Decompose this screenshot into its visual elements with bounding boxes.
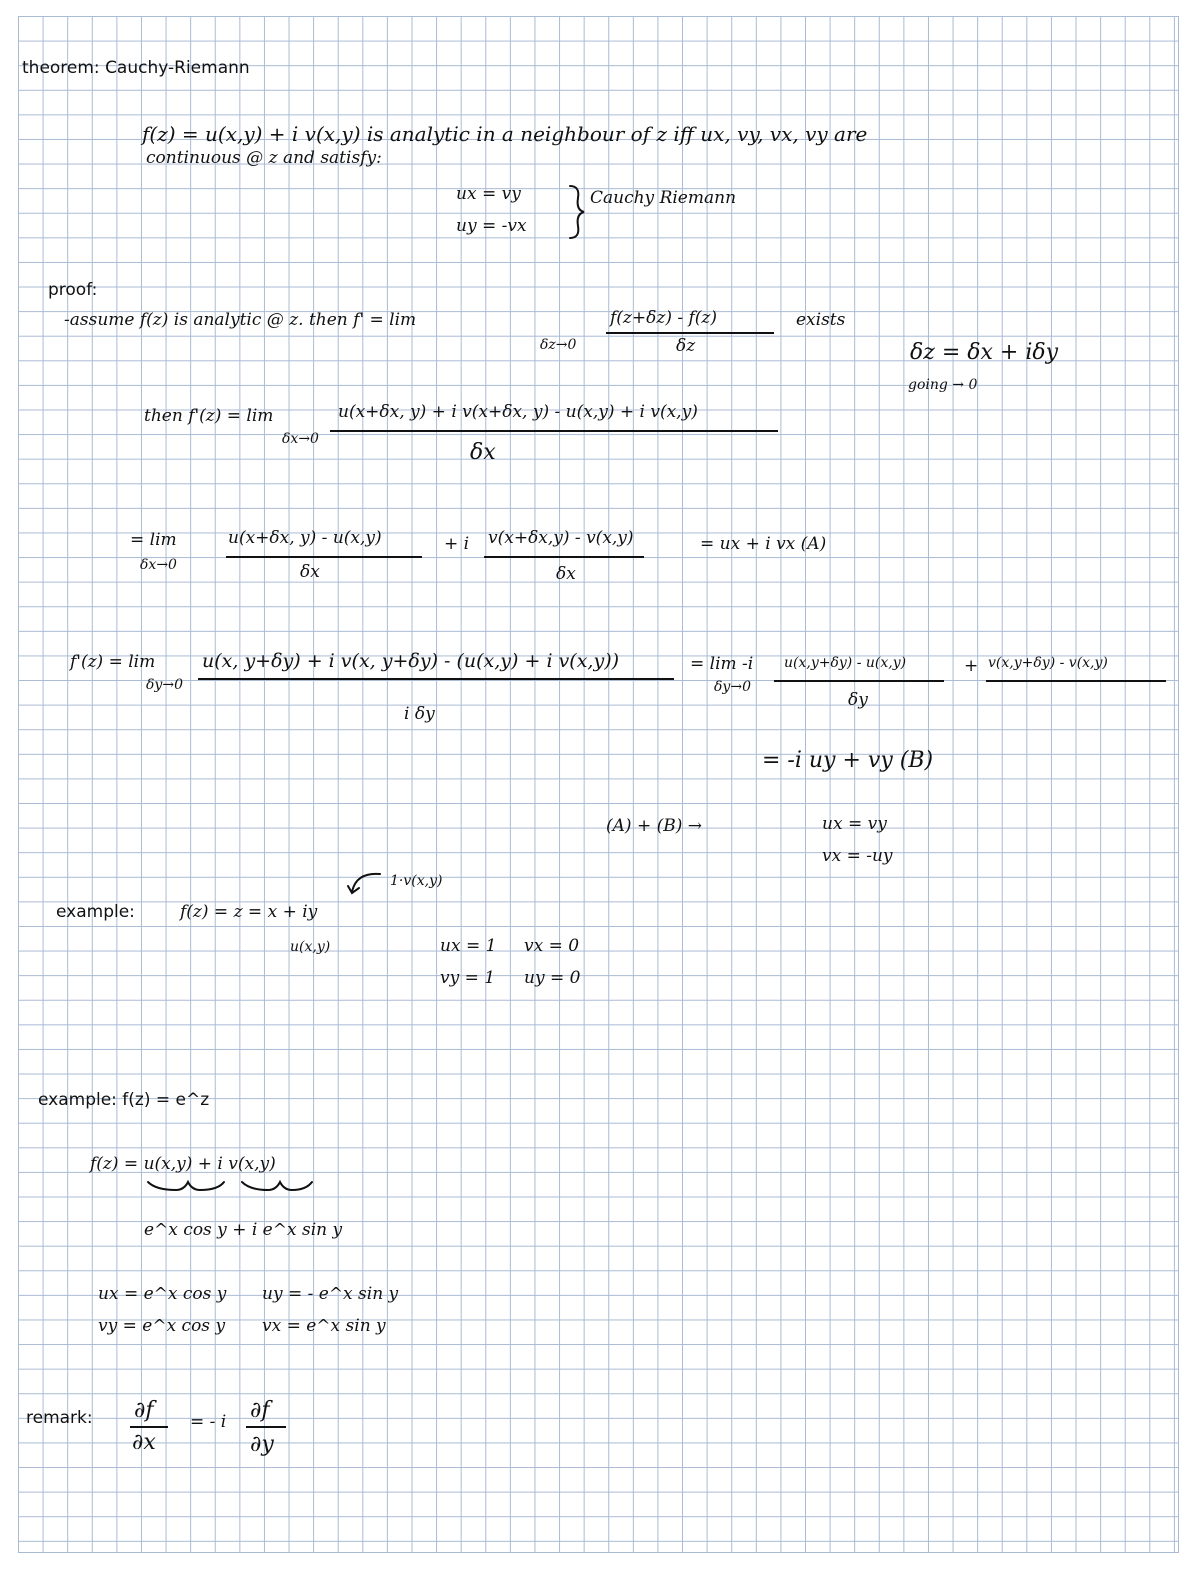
proof-then-text: then f'(z) = lim: [144, 406, 274, 426]
line4-numerator: u(x, y+δy) + i v(x, y+δy) - (u(x,y) + i v(x,y)): [202, 650, 620, 672]
line4-numerator-2: u(x,y+δy) - u(x,y): [784, 655, 907, 671]
cr-brace-label: Cauchy Riemann: [590, 188, 737, 208]
line3-result-a: = ux + i vx (A): [700, 534, 827, 554]
remark-lhs-denominator: ∂x: [132, 1430, 156, 1455]
example2-vy: vy = e^x cos y: [98, 1316, 226, 1336]
fraction-bar: [986, 680, 1166, 682]
line4-lead: f'(z) = lim: [70, 652, 156, 672]
line3-plus-i: + i: [444, 534, 470, 554]
proof-assume-denominator: δz: [676, 336, 696, 356]
fraction-bar: [774, 680, 944, 682]
example1-u-label: u(x,y): [290, 939, 331, 955]
line3-limit-sub: δx→0: [140, 557, 177, 573]
fraction-bar: [246, 1426, 286, 1428]
example1-function: f(z) = z = x + iy: [180, 902, 318, 922]
proof-heading: proof:: [48, 280, 98, 300]
fraction-bar: [330, 430, 778, 432]
line4-eq-lim: = lim -i: [690, 654, 754, 674]
remark-heading: remark:: [26, 1408, 93, 1428]
remark-lhs-numerator: ∂f: [134, 1398, 154, 1423]
line4-denominator-2: δy: [848, 690, 868, 710]
curved-arrow-icon: [346, 866, 386, 896]
fraction-bar: [130, 1426, 168, 1428]
proof-assume-tail: exists: [796, 310, 846, 330]
fraction-bar: [226, 556, 422, 558]
example1-v-label: 1·v(x,y): [390, 873, 443, 889]
conclusion-lhs: (A) + (B) →: [606, 816, 702, 836]
example2-ux: ux = e^x cos y: [98, 1284, 227, 1304]
fraction-bar: [484, 556, 644, 558]
line4-numerator-3: v(x,y+δy) - v(x,y): [988, 655, 1108, 671]
example2-heading: example: f(z) = e^z: [38, 1090, 210, 1110]
line3-denominator-1: δx: [300, 562, 320, 582]
line4-denominator: i δy: [404, 704, 435, 724]
line3-numerator-1: u(x+δx, y) - u(x,y): [228, 528, 382, 548]
proof-assume-limit-sub: δz→0: [540, 337, 577, 353]
example2-decomposition: f(z) = u(x,y) + i v(x,y): [90, 1154, 276, 1174]
line4-plus: +: [964, 656, 979, 676]
conclusion-eq-2: vx = -uy: [822, 846, 893, 866]
line4-limit-sub-2: δy→0: [714, 679, 751, 695]
theorem-statement-line1: f(z) = u(x,y) + i v(x,y) is analytic in a neighbour of z iff ux, vy, vx, vy are: [142, 122, 868, 146]
example2-expanded: e^x cos y + i e^x sin y: [144, 1220, 343, 1240]
underbrace-icon: [146, 1180, 316, 1194]
fraction-bar: [606, 332, 774, 334]
example1-vx: vx = 0: [524, 936, 580, 956]
example1-vy: vy = 1: [440, 968, 496, 988]
cr-equation-2: uy = -vx: [456, 216, 527, 236]
line3-denominator-2: δx: [556, 564, 576, 584]
proof-then-numerator: u(x+δx, y) + i v(x+δx, y) - u(x,y) + i v(x,y): [338, 402, 698, 422]
example1-ux: ux = 1: [440, 936, 497, 956]
fraction-bar: [198, 678, 674, 680]
proof-assume-text: -assume f(z) is analytic @ z. then f' = lim: [64, 310, 417, 330]
example1-uy: uy = 0: [524, 968, 581, 988]
curly-brace-icon: [566, 184, 586, 240]
remark-rhs-numerator: ∂f: [250, 1398, 270, 1423]
remark-rhs-denominator: ∂y: [250, 1432, 274, 1457]
proof-assume-numerator: f(z+δz) - f(z): [610, 308, 718, 328]
proof-then-denominator: δx: [470, 440, 496, 465]
theorem-heading: theorem: Cauchy-Riemann: [22, 58, 250, 78]
line3-lead: = lim: [130, 530, 177, 550]
conclusion-eq-1: ux = vy: [822, 814, 887, 834]
line3-numerator-2: v(x+δx,y) - v(x,y): [488, 528, 634, 548]
example1-heading: example:: [56, 902, 135, 922]
remark-equals-minus-i: = - i: [190, 1412, 227, 1432]
example2-vx: vx = e^x sin y: [262, 1316, 386, 1336]
line5-result-b: = -i uy + vy (B): [762, 748, 934, 773]
line4-limit-sub: δy→0: [146, 677, 183, 693]
proof-then-limit-sub: δx→0: [282, 431, 319, 447]
delta-z-note: going → 0: [908, 377, 978, 393]
cr-equation-1: ux = vy: [456, 184, 521, 204]
theorem-statement-line2: continuous @ z and satisfy:: [146, 148, 382, 168]
delta-z-definition: δz = δx + iδy: [910, 340, 1059, 365]
example2-uy: uy = - e^x sin y: [262, 1284, 399, 1304]
